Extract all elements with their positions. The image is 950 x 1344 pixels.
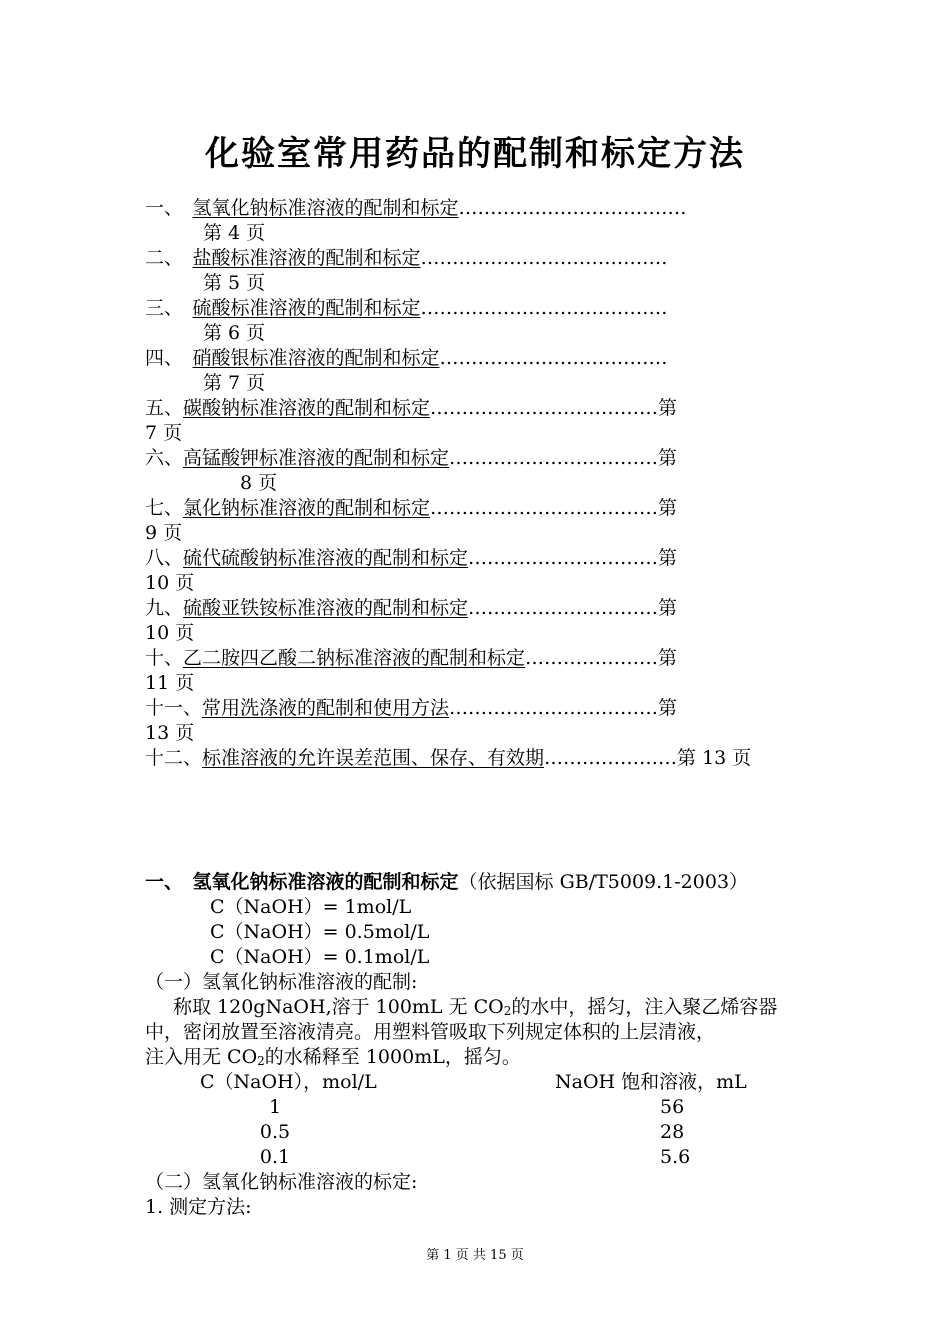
section-heading	[145, 870, 845, 895]
toc-leader: ……………………………	[449, 447, 659, 469]
toc-leader: ……………………………	[449, 697, 659, 719]
toc-entry[interactable]	[145, 446, 875, 471]
toc-page-prefix: 第	[658, 597, 678, 619]
toc-entry[interactable]	[145, 196, 875, 221]
toc-entry[interactable]	[145, 746, 875, 771]
toc-link[interactable]: 硫酸标准溶液的配制和标定	[192, 297, 421, 319]
toc-link[interactable]: 盐酸标准溶液的配制和标定	[192, 247, 421, 269]
toc-page-ref: 7 页	[145, 422, 183, 444]
toc-leader: ………………………………	[430, 397, 659, 419]
toc-page-ref: 第 5 页	[203, 272, 266, 294]
toc-leader: …………………………………	[420, 247, 668, 269]
toc-page-ref: 第 4 页	[203, 222, 266, 244]
concentration-formula: C（NaOH）= 0.5mol/L	[210, 921, 430, 943]
paragraph-line	[145, 995, 845, 1020]
toc-entry[interactable]	[145, 596, 875, 621]
toc-leader: ………………………………	[430, 497, 659, 519]
toc-page-ref: 10 页	[145, 622, 195, 644]
toc-number: 八、	[145, 547, 184, 569]
paragraph-line: 中，密闭放置至溶液清亮。用塑料管吸取下列规定体积的上层清液，	[145, 1021, 716, 1043]
table-cell: 1	[268, 1096, 282, 1118]
toc-number: 九、	[145, 597, 184, 619]
toc-entry[interactable]	[145, 696, 875, 721]
toc-entry[interactable]	[145, 396, 875, 421]
toc-number: 二、	[145, 247, 193, 269]
subscript: 2	[503, 1004, 512, 1018]
toc-number: 四、	[145, 347, 193, 369]
table-cell: 0.1	[259, 1146, 291, 1168]
toc-page-prefix: 第	[658, 697, 678, 719]
toc-page-ref: 10 页	[145, 572, 195, 594]
toc-page-prefix: 第	[658, 547, 678, 569]
toc-page-ref: 8 页	[240, 472, 278, 494]
toc-leader: ………………………………	[439, 347, 668, 369]
toc-entry[interactable]	[145, 646, 875, 671]
toc-link[interactable]: 氢氧化钠标准溶液的配制和标定	[192, 197, 459, 219]
paragraph-text: 称取 120gNaOH,溶于 100mL 无 CO	[173, 996, 504, 1018]
toc-link[interactable]: 硫酸亚铁铵标准溶液的配制和标定	[183, 597, 469, 619]
toc-link[interactable]: 硝酸银标准溶液的配制和标定	[192, 347, 440, 369]
toc-entry[interactable]	[145, 346, 875, 371]
toc-page-ref: 11 页	[145, 672, 195, 694]
toc-page-prefix: 第	[658, 647, 678, 669]
table-row	[145, 1095, 845, 1120]
table-header-cell: C（NaOH），mol/L	[200, 1071, 377, 1093]
toc-entry[interactable]	[145, 296, 875, 321]
paragraph-text: 的水中，摇匀，注入聚乙烯容器	[511, 996, 778, 1018]
paragraph-text: 的水稀释至 1000mL，摇匀。	[264, 1046, 521, 1068]
toc-page-ref: 第 13 页	[677, 747, 752, 769]
toc-page-ref: 第 6 页	[203, 322, 266, 344]
toc-link[interactable]: 碳酸钠标准溶液的配制和标定	[183, 397, 431, 419]
toc-entry[interactable]	[145, 496, 875, 521]
section-heading-basis: （依据国标 GB/T5009.1-2003）	[458, 871, 749, 893]
toc-leader: …………………	[544, 747, 678, 769]
table-of-contents	[145, 196, 875, 771]
toc-link[interactable]: 标准溶液的允许误差范围、保存、有效期	[202, 747, 545, 769]
toc-leader: …………………………	[468, 547, 659, 569]
table-header-row	[145, 1070, 845, 1095]
paragraph-line	[145, 1045, 845, 1070]
toc-link[interactable]: 乙二胺四乙酸二钠标准溶液的配制和标定	[183, 647, 526, 669]
section-heading-number: 一、	[145, 871, 193, 893]
subsection-title: （一）氢氧化钠标准溶液的配制:	[145, 971, 418, 993]
toc-number: 十一、	[145, 697, 203, 719]
table-cell: 28	[660, 1121, 685, 1143]
concentration-formula: C（NaOH）= 1mol/L	[210, 896, 412, 918]
toc-leader: …………………………………	[420, 297, 668, 319]
page-title: 化验室常用药品的配制和标定方法	[205, 134, 745, 174]
toc-entry[interactable]	[145, 246, 875, 271]
toc-number: 三、	[145, 297, 193, 319]
toc-leader: ………………………………	[458, 197, 687, 219]
table-cell: 0.5	[259, 1121, 291, 1143]
table-cell: 56	[660, 1096, 685, 1118]
table-row	[145, 1145, 845, 1170]
concentration-formula: C（NaOH）= 0.1mol/L	[210, 946, 430, 968]
toc-link[interactable]: 常用洗涤液的配制和使用方法	[202, 697, 450, 719]
toc-link[interactable]: 高锰酸钾标准溶液的配制和标定	[183, 447, 450, 469]
toc-leader: …………………	[525, 647, 659, 669]
toc-page-prefix: 第	[658, 497, 678, 519]
section-1	[145, 870, 845, 1220]
toc-page-prefix: 第	[658, 397, 678, 419]
paragraph-text: 注入用无 CO	[145, 1046, 258, 1068]
subscript: 2	[257, 1054, 265, 1068]
subsection-title: （二）氢氧化钠标准溶液的标定:	[145, 1171, 418, 1193]
toc-number: 七、	[145, 497, 184, 519]
toc-entry[interactable]	[145, 546, 875, 571]
toc-number: 十、	[145, 647, 184, 669]
toc-number: 一、	[145, 197, 193, 219]
table-cell: 5.6	[660, 1146, 691, 1168]
page-footer: 第 1 页 共 15 页	[426, 1248, 524, 1263]
section-heading-title: 氢氧化钠标准溶液的配制和标定	[192, 871, 459, 893]
toc-number: 六、	[145, 447, 184, 469]
step-title: 1. 测定方法:	[145, 1196, 252, 1218]
table-header-cell: NaOH 饱和溶液，mL	[555, 1071, 747, 1093]
toc-page-ref: 13 页	[145, 722, 195, 744]
toc-page-prefix: 第	[658, 447, 678, 469]
toc-page-ref: 第 7 页	[203, 372, 266, 394]
toc-leader: …………………………	[468, 597, 659, 619]
toc-number: 五、	[145, 397, 184, 419]
toc-link[interactable]: 氯化钠标准溶液的配制和标定	[183, 497, 431, 519]
toc-page-ref: 9 页	[145, 522, 183, 544]
toc-link[interactable]: 硫代硫酸钠标准溶液的配制和标定	[183, 547, 469, 569]
toc-number: 十二、	[145, 747, 203, 769]
table-row	[145, 1120, 845, 1145]
